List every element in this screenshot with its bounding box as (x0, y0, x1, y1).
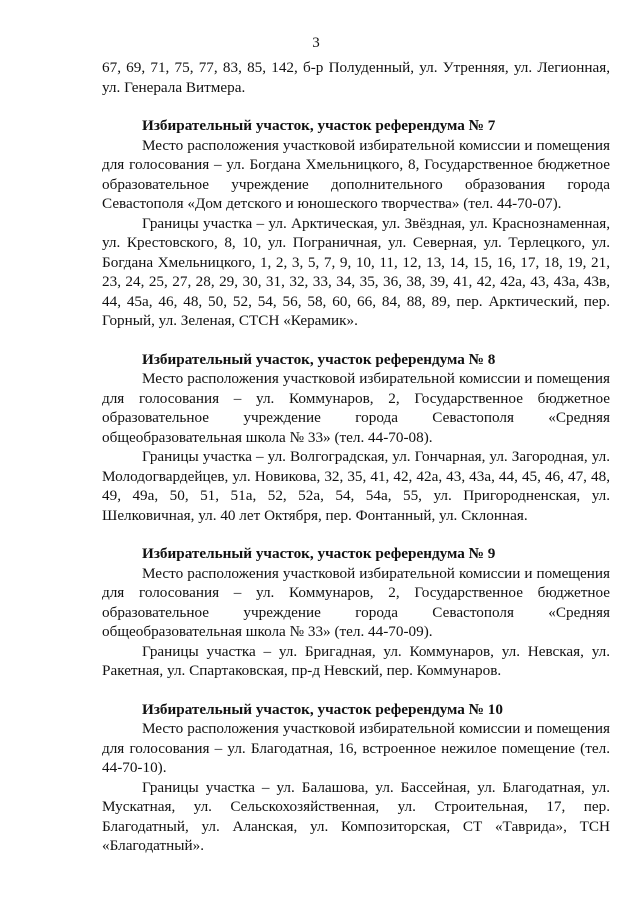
section-heading: Избирательный участок, участок референдума № 8 (142, 350, 496, 368)
boundaries-paragraph: Границы участка – ул. Балашова, ул. Бассейная, ул. Благодатная, ул. Мускатная, ул. Сельскохозяйственная, ул. Строительная, 17, пер. Благодатный, ул. Аланская, ул. Композиторская, СТ «Таврида», ТСН «Благодатный». (102, 778, 610, 854)
intro-paragraph: 67, 69, 71, 75, 77, 83, 85, 142, б-р Полуденный, ул. Утренняя, ул. Легионная, ул. Генерала Витмера. (102, 59, 610, 96)
section-precinct-9 (102, 544, 610, 681)
boundaries-paragraph: Границы участка – ул. Бригадная, ул. Коммунаров, ул. Невская, ул. Ракетная, ул. Спартаковская, пр-д Невский, пер. Коммунаров. (102, 642, 610, 679)
location-paragraph: Место расположения участковой избирательной комиссии и помещения для голосования – ул. Богдана Хмельницкого, 8, Государственное бюджетное образовательное учреждение дополнительного образования города Севастополя «Дом детского и юношеского творчества» (тел. 44-70-07). (102, 136, 610, 212)
boundaries-paragraph: Границы участка – ул. Волгоградская, ул. Гончарная, ул. Загородная, ул. Молодогвардейцев, ул. Новикова, 32, 35, 41, 42, 42а, 43, 43а, 44, 45, 46, 47, 48, 49, 49а, 50, 51, 51а, 52, 52а, 54, 54а, 55, ул. Пригородненская, ул. Шелковичная, ул. 40 лет Октября, пер. Фонтанный, ул. Склонная. (102, 448, 610, 524)
section-precinct-10 (102, 700, 610, 856)
boundaries-paragraph: Границы участка – ул. Арктическая, ул. Звёздная, ул. Краснознаменная, ул. Крестовского, 8, 10, ул. Пограничная, ул. Северная, ул. Терлецкого, ул. Богдана Хмельницкого, 1, 2, 3, 5, 7, 9, 10, 11, 12, 13, 14, 15, 16, 17, 18, 19, 21, 23, 24, 25, 27, 28, 29, 30, 31, 32, 33, 34, 35, 36, 38, 39, 41, 42, 42а, 43, 43а, 43в, 44, 45а, 46, 48, 50, 52, 54, 56, 58, 60, 66, 84, 88, 89, пер. Арктический, пер. Горный, ул. Зеленая, СТСН «Керамик». (102, 214, 610, 329)
section-heading: Избирательный участок, участок референдума № 10 (142, 700, 503, 718)
location-paragraph: Место расположения участковой избирательной комиссии и помещения для голосования – ул. Благодатная, 16, встроенное нежилое помещение (тел. 44-70-10). (102, 720, 610, 776)
section-heading: Избирательный участок, участок референдума № 9 (142, 545, 496, 562)
section-precinct-8 (102, 350, 610, 526)
section-precinct-7 (102, 116, 610, 331)
page-number: 3 (312, 35, 320, 51)
location-paragraph: Место расположения участковой избирательной комиссии и помещения для голосования – ул. Коммунаров, 2, Государственное бюджетное образовательное учреждение города Севастополя «Средняя общеобразовательная школа № 33» (тел. 44-70-08). (102, 370, 610, 446)
location-paragraph: Место расположения участковой избирательной комиссии и помещения для голосования – ул. Коммунаров, 2, Государственное бюджетное образовательное учреждение города Севастополя «Средняя общеобразовательная школа № 33» (тел. 44-70-09). (102, 564, 610, 640)
section-heading: Избирательный участок, участок референдума № 7 (142, 117, 496, 134)
document-body (102, 58, 610, 856)
